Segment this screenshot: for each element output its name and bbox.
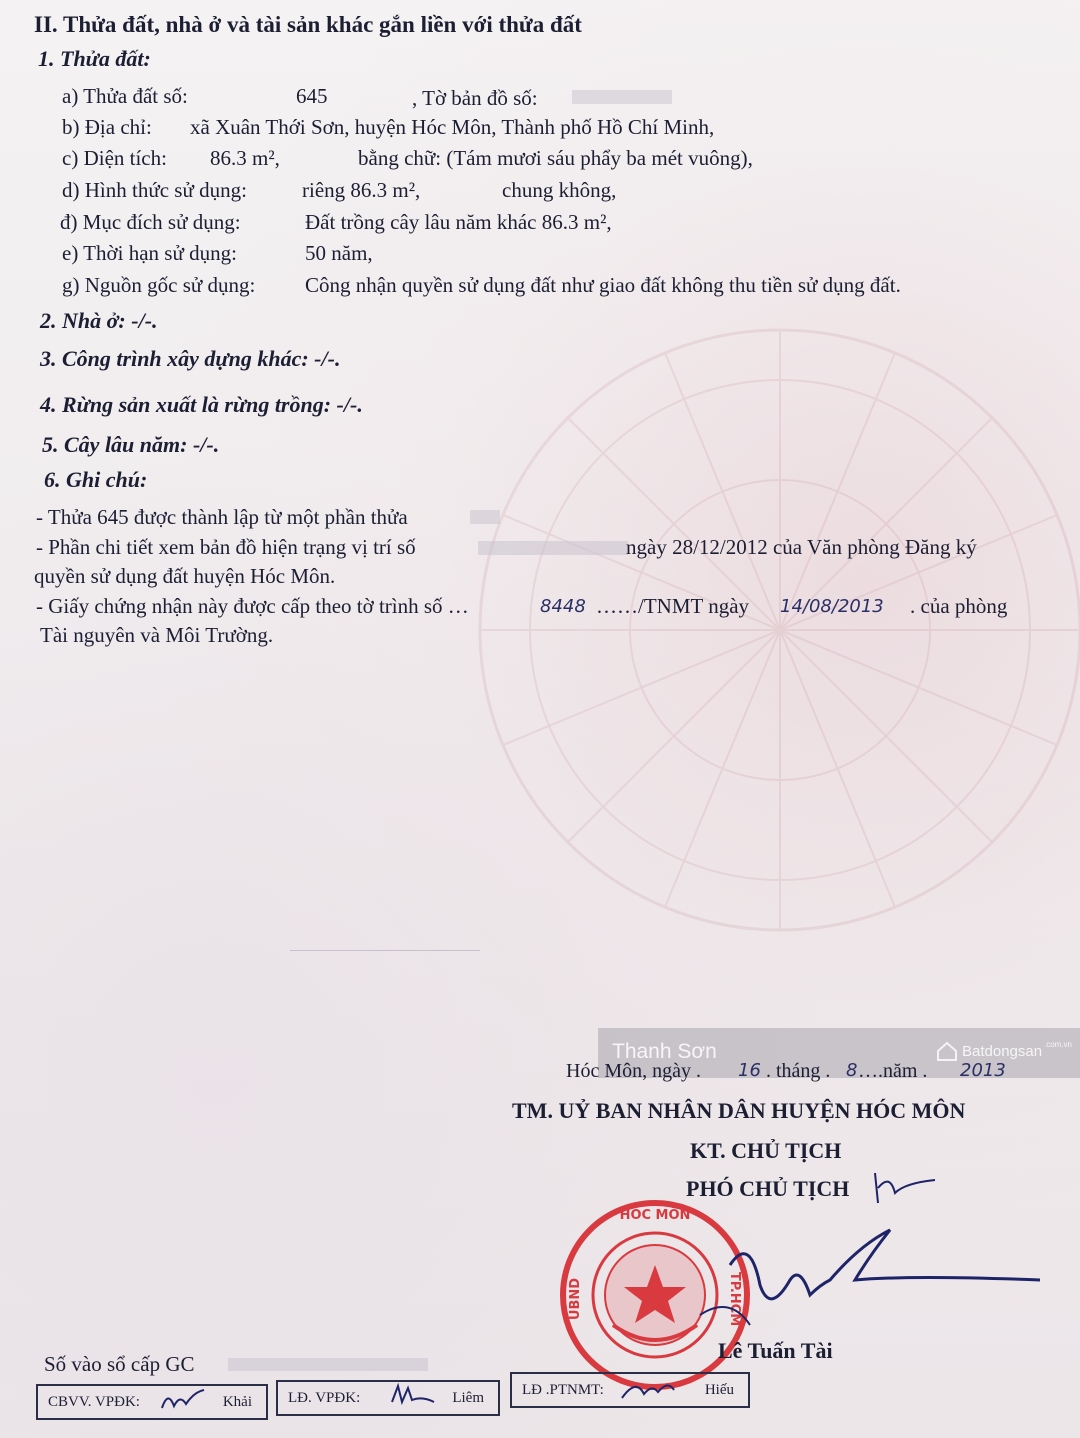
origin-value: Công nhận quyền sử dụng đất như giao đất không thu tiền sử dụng đất.: [305, 273, 901, 297]
watermark-author: Thanh Sơn: [612, 1040, 717, 1063]
svg-text:UBND: UBND: [568, 1277, 583, 1321]
note-line-1: - Thửa 645 được thành lập từ một phần thửa: [36, 505, 408, 529]
forest-heading: 4. Rừng sản xuất là rừng trồng: -/-.: [40, 392, 363, 417]
handwritten-month: 8: [846, 1060, 858, 1081]
on-behalf-title: KT. CHỦ TỊCH: [690, 1138, 842, 1163]
year-label: ….năm .: [858, 1060, 928, 1082]
note-line-4b: ……/TNMT ngày: [596, 594, 750, 618]
purpose-value: Đất trồng cây lâu năm khác 86.3 m²,: [305, 210, 612, 234]
parcel-label: a) Thửa đất số:: [62, 84, 188, 108]
svg-text:HÓC MÔN: HÓC MÔN: [619, 1208, 691, 1223]
area-value: 86.3 m²,: [210, 146, 280, 170]
redacted-map-number: [478, 541, 628, 555]
note-line-4c: . của phòng: [910, 594, 1008, 618]
other-works-heading: 3. Công trình xây dựng khác: -/-.: [40, 346, 341, 371]
svg-text:TP.HCM: TP.HCM: [727, 1271, 742, 1327]
approval-box-cbvv: [36, 1384, 268, 1420]
handwritten-signature: [690, 1225, 1050, 1335]
faint-rule: [290, 950, 480, 951]
initial-signature-1: [158, 1386, 208, 1414]
signer-name: Lê Tuấn Tài: [718, 1338, 833, 1363]
usage-private: riêng 86.3 m²,: [302, 178, 421, 202]
area-label: c) Diện tích:: [62, 146, 167, 170]
area-in-words: bằng chữ: (Tám mươi sáu phẩy ba mét vuông),: [358, 146, 753, 170]
address-label: b) Địa chỉ:: [62, 115, 152, 139]
parcel-value: 645: [296, 84, 328, 108]
house-heading: 2. Nhà ở: -/-.: [40, 308, 158, 333]
land-heading: 1. Thửa đất:: [38, 46, 151, 71]
redacted-register-number: [228, 1358, 428, 1371]
handwritten-year: 2013: [960, 1060, 1006, 1081]
purpose-label: đ) Mục đích sử dụng:: [60, 210, 241, 234]
approval-box-label: LĐ. VPĐK:: [288, 1389, 361, 1406]
approval-box-name: Khải: [222, 1393, 252, 1410]
note-line-3: quyền sử dụng đất huyện Hóc Môn.: [34, 564, 336, 588]
term-label: e) Thời hạn sử dụng:: [62, 241, 237, 265]
note-line-2b: ngày 28/12/2012 của Văn phòng Đăng ký: [626, 535, 977, 559]
origin-label: g) Nguồn gốc sử dụng:: [62, 273, 256, 297]
note-line-4a: - Giấy chứng nhận này được cấp theo tờ trình số …: [36, 594, 469, 618]
section-title: II. Thửa đất, nhà ở và tài sản khác gắn liền với thửa đất: [34, 12, 582, 37]
initial-mark: [870, 1168, 940, 1208]
handwritten-day: 16: [738, 1060, 761, 1081]
address-value: xã Xuân Thới Sơn, huyện Hóc Môn, Thành phố Hồ Chí Minh,: [190, 115, 715, 139]
initial-signature-3: [618, 1376, 678, 1404]
redacted-original-parcel: [470, 510, 500, 524]
redacted-map-sheet-number: [572, 90, 672, 104]
approval-box-label: LĐ .PTNMT:: [522, 1381, 604, 1398]
usage-form-label: d) Hình thức sử dụng:: [62, 178, 247, 202]
month-label: . tháng .: [766, 1060, 831, 1082]
watermark-brand: Batdongsan: [962, 1043, 1043, 1060]
handwritten-submission-number: 8448: [540, 596, 586, 617]
approval-box-label: CBVV. VPĐK:: [48, 1393, 140, 1410]
date-place-prefix: Hóc Môn, ngày .: [566, 1060, 701, 1082]
note-line-5: Tài nguyên và Môi Trường.: [40, 623, 274, 647]
house-logo-icon: [936, 1040, 958, 1062]
register-label: Số vào sổ cấp GC: [44, 1352, 195, 1376]
authority-title: TM. UỶ BAN NHÂN DÂN HUYỆN HÓC MÔN: [512, 1098, 966, 1123]
usage-shared: chung không,: [502, 178, 617, 202]
approval-box-name: Hiếu: [704, 1381, 734, 1398]
vice-chairman-title: PHÓ CHỦ TỊCH: [686, 1176, 850, 1201]
approval-box-name: Liêm: [452, 1389, 484, 1406]
perennial-heading: 5. Cây lâu năm: -/-.: [42, 432, 220, 457]
notes-heading: 6. Ghi chú:: [44, 467, 148, 492]
term-value: 50 năm,: [305, 241, 373, 265]
map-sheet-label: , Tờ bản đồ số:: [412, 86, 538, 110]
initial-signature-2: [388, 1382, 438, 1408]
note-line-2a: - Phần chi tiết xem bản đồ hiện trạng vị trí số: [36, 535, 416, 559]
watermark-brand-suffix: .com.vn: [1044, 1040, 1073, 1049]
handwritten-submission-date: 14/08/2013: [780, 596, 884, 617]
background-emblem-pattern: [470, 320, 1080, 940]
